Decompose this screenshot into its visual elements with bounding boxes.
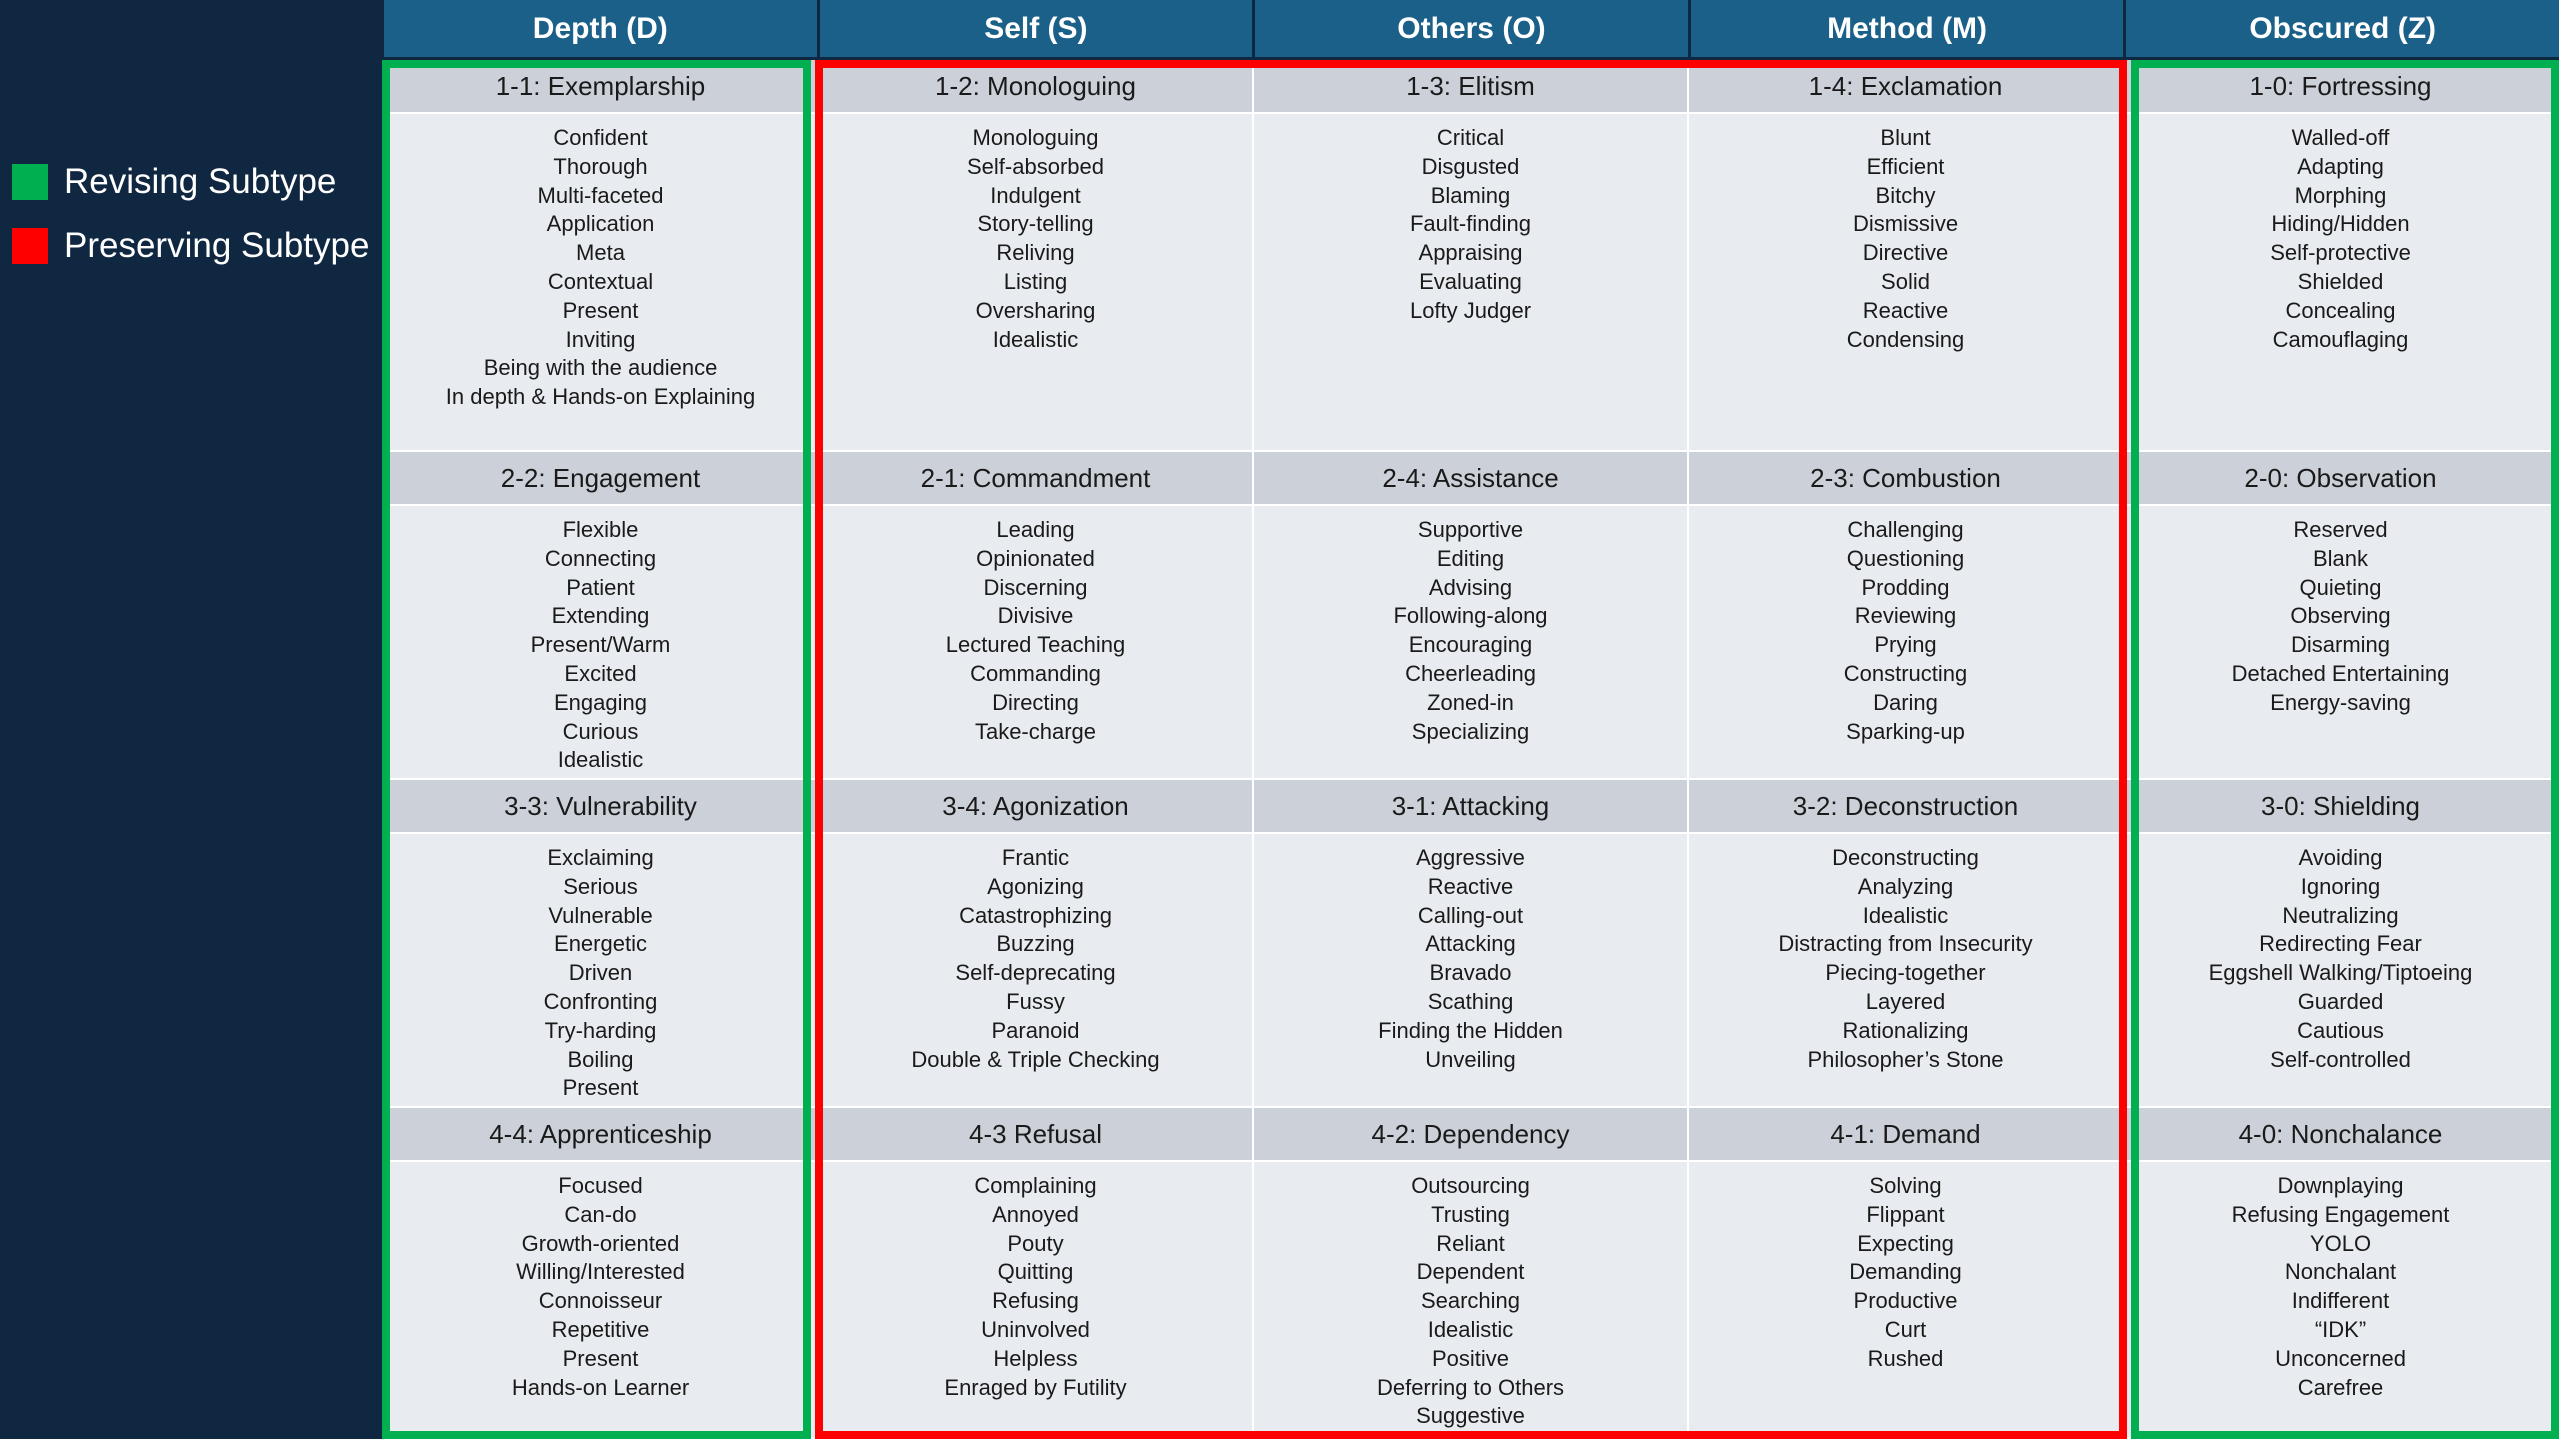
trait-item: Self-deprecating — [955, 960, 1116, 986]
trait-item: Self-protective — [2270, 240, 2411, 266]
trait-item: Lofty Judger — [1409, 297, 1532, 323]
subtype-cell-self-3 — [819, 780, 1254, 1108]
subtype-title: 2-2: Engagement — [384, 452, 817, 506]
trait-item: Exclaiming — [547, 845, 654, 870]
trait-item: Eggshell Walking/Tiptoeing — [2208, 960, 2473, 986]
subtype-cell-others-2 — [1254, 452, 1689, 780]
trait-item: Reliant — [1436, 1230, 1505, 1256]
trait-item: Helpless — [993, 1345, 1078, 1371]
trait-item: Deconstructing — [1832, 845, 1979, 870]
subtype-title: 2-0: Observation — [2124, 452, 2557, 506]
trait-list — [2124, 506, 2557, 718]
trait-item: Application — [546, 211, 655, 237]
subtype-cell-obscured-1 — [2124, 60, 2559, 452]
trait-item: Annoyed — [992, 1201, 1079, 1227]
trait-item: Discerning — [983, 574, 1088, 600]
trait-item: Serious — [563, 873, 638, 899]
trait-item: Buzzing — [996, 931, 1075, 957]
trait-item: Prying — [1874, 632, 1937, 658]
trait-item: Agonizing — [987, 873, 1084, 899]
trait-item: Solid — [1881, 268, 1930, 294]
trait-item: Aggressive — [1416, 845, 1525, 870]
trait-item: Flexible — [562, 517, 639, 542]
subtype-title: 1-4: Exclamation — [1689, 60, 2122, 114]
column-header-self: Self (S) — [817, 0, 1253, 60]
trait-list — [1689, 114, 2122, 354]
trait-item: Present — [562, 1345, 639, 1371]
trait-list — [2124, 1162, 2557, 1402]
trait-item: Multi-faceted — [537, 182, 664, 208]
trait-item: Driven — [568, 960, 633, 986]
subtype-title: 1-1: Exemplarship — [384, 60, 817, 114]
legend-label: Preserving Subtype — [64, 226, 370, 265]
subtype-grid — [384, 60, 2559, 1439]
trait-list — [2124, 834, 2557, 1074]
trait-item: Listing — [1003, 268, 1068, 294]
subtype-title: 2-3: Combustion — [1689, 452, 2122, 506]
trait-item: Encouraging — [1408, 632, 1533, 658]
trait-item: Condensing — [1846, 326, 1965, 352]
trait-item: Advising — [1428, 574, 1513, 600]
legend-swatch-green — [12, 164, 48, 200]
subtype-title: 3-0: Shielding — [2124, 780, 2557, 834]
trait-item: Willing/Interested — [516, 1259, 685, 1285]
subtype-title: 2-4: Assistance — [1254, 452, 1687, 506]
subtype-title: 3-3: Vulnerability — [384, 780, 817, 834]
trait-item: Rationalizing — [1842, 1017, 1969, 1043]
subtype-cell-depth-2 — [384, 452, 819, 780]
trait-item: Attacking — [1425, 931, 1516, 957]
legend-swatch-red — [12, 228, 48, 264]
trait-item: Energy-saving — [2270, 689, 2411, 715]
trait-item: Unveiling — [1425, 1046, 1516, 1072]
trait-list — [384, 506, 817, 775]
legend — [12, 150, 369, 278]
trait-item: Guarded — [2297, 988, 2384, 1014]
trait-item: Philosopher’s Stone — [1807, 1046, 2004, 1072]
trait-item: Daring — [1873, 689, 1938, 715]
subtype-title: 3-2: Deconstruction — [1689, 780, 2122, 834]
trait-item: Expecting — [1857, 1230, 1954, 1256]
trait-item: Connecting — [544, 545, 657, 571]
trait-item: Extending — [551, 603, 650, 629]
trait-item: Shielded — [2297, 268, 2384, 294]
subtype-cell-others-4 — [1254, 1108, 1689, 1439]
trait-item: YOLO — [2309, 1230, 2372, 1256]
subtype-cell-self-1 — [819, 60, 1254, 452]
trait-item: Quieting — [2299, 574, 2382, 600]
trait-list — [384, 1162, 817, 1402]
trait-item: Idealistic — [992, 326, 1079, 352]
trait-item: Piecing-together — [1825, 960, 1986, 986]
trait-item: Growth-oriented — [521, 1230, 680, 1256]
trait-item: Critical — [1436, 125, 1505, 150]
trait-item: Lectured Teaching — [945, 632, 1126, 658]
trait-item: Oversharing — [975, 297, 1096, 323]
trait-item: Directing — [992, 689, 1079, 715]
trait-item: Monologuing — [972, 125, 1099, 150]
trait-item: Observing — [2290, 603, 2391, 629]
trait-item: Confident — [553, 125, 648, 150]
trait-item: Editing — [1436, 545, 1505, 571]
trait-item: Sparking-up — [1846, 718, 1965, 744]
trait-item: Disgusted — [1421, 153, 1520, 179]
trait-item: Patient — [566, 574, 635, 600]
subtype-title: 4-0: Nonchalance — [2124, 1108, 2557, 1162]
trait-item: Disarming — [2290, 632, 2391, 658]
subtype-title: 4-2: Dependency — [1254, 1108, 1687, 1162]
trait-item: Idealistic — [1862, 902, 1949, 928]
trait-item: Positive — [1431, 1345, 1510, 1371]
trait-item: Leading — [996, 517, 1075, 542]
trait-list — [1254, 114, 1687, 326]
trait-item: Curious — [562, 718, 639, 744]
trait-item: Challenging — [1847, 517, 1964, 542]
column-header-others: Others (O) — [1252, 0, 1688, 60]
column-header-row — [384, 0, 2559, 60]
trait-item: Hands-on Learner — [511, 1374, 690, 1400]
trait-item: Morphing — [2294, 182, 2387, 208]
trait-item: Indifferent — [2291, 1288, 2390, 1314]
trait-item: Reactive — [1427, 873, 1514, 899]
trait-list — [819, 114, 1252, 354]
trait-item: Story-telling — [977, 211, 1094, 237]
trait-item: Curt — [1884, 1316, 1927, 1342]
trait-item: Present — [562, 297, 639, 323]
trait-item: Specializing — [1411, 718, 1530, 744]
trait-item: Paranoid — [991, 1017, 1080, 1043]
trait-item: Searching — [1420, 1288, 1521, 1314]
trait-item: Meta — [576, 240, 625, 266]
subtype-cell-others-1 — [1254, 60, 1689, 452]
trait-item: Repetitive — [551, 1316, 650, 1342]
subtype-title: 1-3: Elitism — [1254, 60, 1687, 114]
trait-item: Calling-out — [1417, 902, 1524, 928]
legend-item-revising — [12, 150, 369, 214]
subtype-cell-depth-4 — [384, 1108, 819, 1439]
trait-item: Uninvolved — [981, 1316, 1090, 1342]
trait-item: Adapting — [2297, 153, 2384, 179]
trait-item: Excited — [564, 660, 637, 686]
trait-list — [1254, 1162, 1687, 1431]
trait-item: Enraged by Futility — [944, 1374, 1127, 1400]
trait-list — [2124, 114, 2557, 354]
trait-item: Pouty — [1007, 1230, 1064, 1256]
trait-item: Reviewing — [1854, 603, 1957, 629]
trait-item: Flippant — [1866, 1201, 1945, 1227]
trait-item: Fussy — [1006, 988, 1065, 1014]
trait-item: Hiding/Hidden — [2271, 211, 2410, 237]
trait-item: Complaining — [974, 1173, 1097, 1198]
trait-item: Ignoring — [2300, 873, 2381, 899]
trait-list — [384, 834, 817, 1103]
subtype-cell-self-2 — [819, 452, 1254, 780]
trait-item: Camouflaging — [2272, 326, 2409, 352]
subtype-cell-method-3 — [1689, 780, 2124, 1108]
trait-item: Engaging — [554, 689, 647, 715]
subtype-cell-others-3 — [1254, 780, 1689, 1108]
trait-item: Opinionated — [976, 545, 1095, 571]
trait-item: Indulgent — [990, 182, 1081, 208]
trait-item: Walled-off — [2291, 125, 2390, 150]
trait-item: Dismissive — [1852, 211, 1959, 237]
subtype-cell-obscured-4 — [2124, 1108, 2559, 1439]
trait-item: Trusting — [1431, 1201, 1510, 1227]
subtype-cell-depth-3 — [384, 780, 819, 1108]
trait-item: Reactive — [1862, 297, 1949, 323]
trait-item: Refusing — [992, 1288, 1079, 1314]
trait-item: Catastrophizing — [959, 902, 1112, 928]
trait-list — [1254, 506, 1687, 746]
subtype-title: 2-1: Commandment — [819, 452, 1252, 506]
trait-item: Present — [562, 1075, 639, 1101]
trait-item: Following-along — [1393, 603, 1548, 629]
trait-item: Demanding — [1849, 1259, 1962, 1285]
subtype-cell-obscured-3 — [2124, 780, 2559, 1108]
trait-item: Supportive — [1417, 517, 1524, 542]
trait-item: Avoiding — [2298, 845, 2383, 870]
trait-item: Zoned-in — [1427, 689, 1514, 715]
trait-item: Present/Warm — [530, 632, 671, 658]
trait-item: Appraising — [1418, 240, 1523, 266]
trait-item: Questioning — [1846, 545, 1965, 571]
trait-item: Try-harding — [544, 1017, 657, 1043]
trait-item: Scathing — [1427, 988, 1514, 1014]
subtype-title: 3-4: Agonization — [819, 780, 1252, 834]
trait-item: Double & Triple Checking — [911, 1046, 1160, 1072]
subtype-cell-method-4 — [1689, 1108, 2124, 1439]
trait-item: Reserved — [2293, 517, 2388, 542]
subtype-title: 4-1: Demand — [1689, 1108, 2122, 1162]
trait-item: Layered — [1865, 988, 1946, 1014]
trait-item: Constructing — [1843, 660, 1968, 686]
trait-list — [819, 834, 1252, 1074]
subtype-cell-obscured-2 — [2124, 452, 2559, 780]
trait-item: Productive — [1853, 1288, 1958, 1314]
trait-item: “IDK” — [2314, 1316, 2367, 1342]
trait-item: Self-absorbed — [967, 153, 1104, 179]
trait-item: Idealistic — [557, 747, 644, 773]
trait-item: Dependent — [1416, 1259, 1525, 1285]
trait-list — [384, 114, 817, 412]
trait-list — [819, 506, 1252, 746]
trait-item: Frantic — [1001, 845, 1070, 870]
trait-item: Cheerleading — [1405, 660, 1536, 686]
trait-item: Redirecting Fear — [2259, 931, 2422, 957]
trait-item: Bitchy — [1875, 182, 1936, 208]
column-header-method: Method (M) — [1688, 0, 2124, 60]
subtype-title: 4-4: Apprenticeship — [384, 1108, 817, 1162]
subtype-title: 3-1: Attacking — [1254, 780, 1687, 834]
trait-item: Blunt — [1880, 125, 1931, 150]
trait-list — [819, 1162, 1252, 1402]
trait-item: Blank — [2312, 545, 2369, 571]
trait-item: Suggestive — [1416, 1403, 1525, 1429]
trait-item: Rushed — [1867, 1345, 1944, 1371]
trait-item: Vulnerable — [548, 902, 653, 928]
trait-item: Self-controlled — [2270, 1046, 2411, 1072]
trait-item: Carefree — [2297, 1374, 2384, 1400]
trait-item: Outsourcing — [1411, 1173, 1530, 1198]
trait-item: Focused — [558, 1173, 643, 1198]
subtype-cell-method-2 — [1689, 452, 2124, 780]
trait-item: Quitting — [997, 1259, 1074, 1285]
subtype-cell-method-1 — [1689, 60, 2124, 452]
trait-item: Contextual — [547, 268, 654, 294]
subtype-cell-self-4 — [819, 1108, 1254, 1439]
trait-item: Inviting — [565, 326, 636, 352]
trait-item: Solving — [1869, 1173, 1942, 1198]
trait-item: Unconcerned — [2275, 1345, 2406, 1371]
trait-item: Analyzing — [1857, 873, 1954, 899]
legend-label: Revising Subtype — [64, 162, 337, 201]
trait-list — [1689, 834, 2122, 1074]
trait-item: In depth & Hands-on Explaining — [445, 384, 756, 410]
trait-item: Neutralizing — [2282, 902, 2399, 928]
trait-item: Efficient — [1866, 153, 1945, 179]
trait-item: Cautious — [2297, 1017, 2384, 1043]
trait-item: Idealistic — [1427, 1316, 1514, 1342]
trait-item: Refusing Engagement — [2231, 1201, 2450, 1227]
trait-item: Take-charge — [974, 718, 1097, 744]
trait-item: Deferring to Others — [1376, 1374, 1565, 1400]
trait-item: Divisive — [997, 603, 1074, 629]
column-header-depth: Depth (D) — [384, 0, 817, 60]
trait-item: Bravado — [1429, 960, 1512, 986]
subtype-title: 1-2: Monologuing — [819, 60, 1252, 114]
trait-item: Nonchalant — [2284, 1259, 2397, 1285]
trait-item: Detached Entertaining — [2231, 660, 2450, 686]
trait-item: Directive — [1862, 240, 1949, 266]
trait-item: Can-do — [564, 1201, 637, 1227]
trait-item: Energetic — [554, 931, 647, 957]
trait-item: Evaluating — [1419, 268, 1522, 294]
subtype-cell-depth-1 — [384, 60, 819, 452]
trait-item: Fault-finding — [1409, 211, 1532, 237]
trait-list — [1689, 506, 2122, 746]
trait-item: Concealing — [2285, 297, 2396, 323]
trait-item: Being with the audience — [483, 355, 718, 381]
trait-item: Boiling — [567, 1046, 634, 1072]
trait-item: Confronting — [543, 988, 658, 1014]
trait-list — [1254, 834, 1687, 1074]
trait-item: Commanding — [970, 660, 1101, 686]
subtype-title: 4-3 Refusal — [819, 1108, 1252, 1162]
trait-item: Distracting from Insecurity — [1778, 931, 2033, 957]
column-header-obscured: Obscured (Z) — [2123, 0, 2559, 60]
subtype-title: 1-0: Fortressing — [2124, 60, 2557, 114]
trait-item: Finding the Hidden — [1378, 1017, 1563, 1043]
trait-item: Prodding — [1861, 574, 1950, 600]
legend-item-preserving — [12, 214, 369, 278]
trait-list — [1689, 1162, 2122, 1374]
trait-item: Connoisseur — [538, 1288, 663, 1314]
trait-item: Blaming — [1430, 182, 1511, 208]
trait-item: Downplaying — [2277, 1173, 2404, 1198]
trait-item: Reliving — [996, 240, 1075, 266]
trait-item: Thorough — [553, 153, 648, 179]
